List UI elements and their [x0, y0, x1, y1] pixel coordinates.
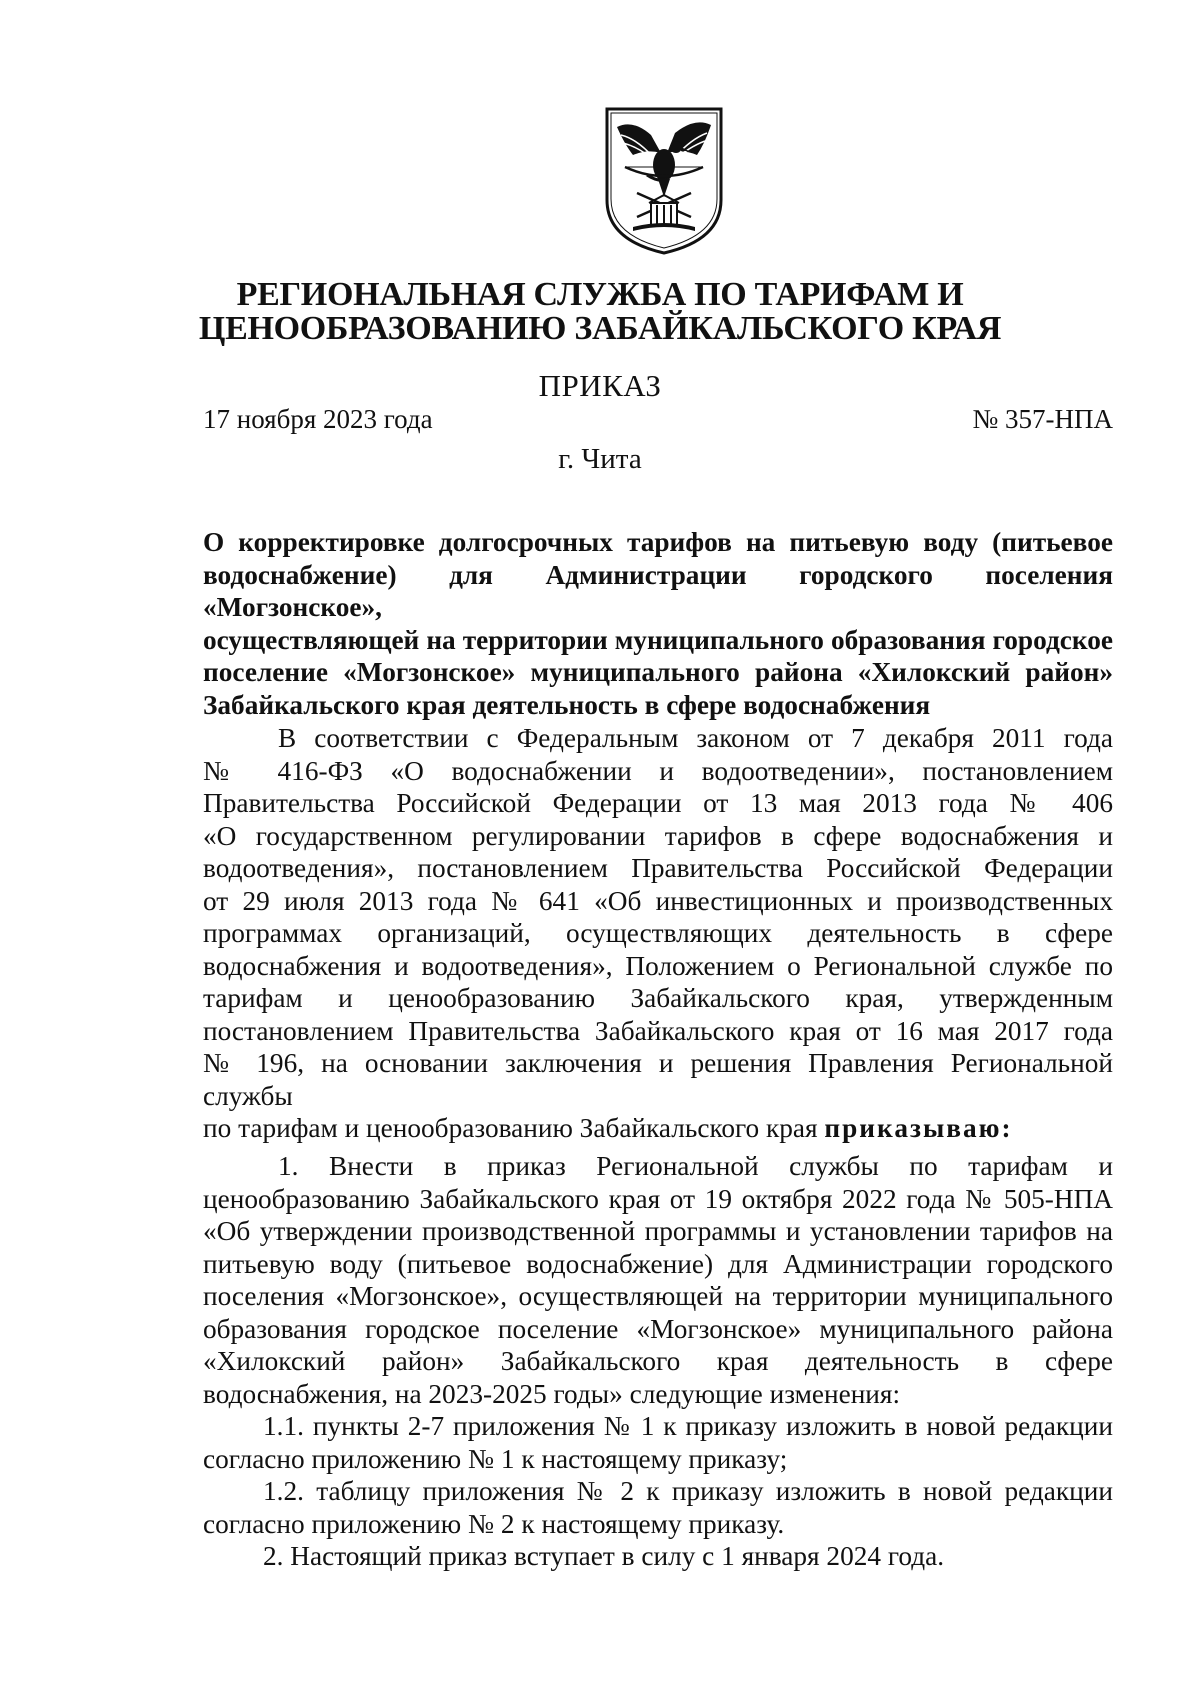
- preamble-line: программах организаций, осуществляющих деятельность в сфере: [203, 918, 1113, 948]
- item-1-2-line: 1.2. таблицу приложения № 2 к приказу изложить в новой редакции: [263, 1476, 1113, 1506]
- item-1-2: [203, 1475, 1113, 1540]
- item-1: [203, 1150, 1113, 1410]
- preamble-line: водоснабжения и водоотведения», Положением о Региональной службе по: [203, 950, 1113, 981]
- item-2: [203, 1540, 1113, 1573]
- title-line: Забайкальского края деятельность в сфере водоснабжения: [203, 689, 931, 720]
- title-line: О корректировке долгосрочных тарифов на питьевую воду (питьевое: [203, 527, 1113, 557]
- zabaykalsky-coat-of-arms-icon: [603, 105, 725, 257]
- preamble-line: Правительства Российской Федерации от 13 мая 2013 года № 406: [203, 788, 1113, 818]
- item-1-line: водоснабжения, на 2023-2025 годы» следующие изменения:: [203, 1378, 901, 1409]
- item-1-line: образования городское поселение «Могзонское» муниципального района: [203, 1313, 1113, 1344]
- item-2-line: 2. Настоящий приказ вступает в силу с 1 января 2024 года.: [263, 1541, 945, 1571]
- item-1-line: 1. Внести в приказ Региональной службы по тарифам и: [278, 1151, 1113, 1181]
- title-line: водоснабжение) для Администрации городского поселения «Могзонское»,: [203, 559, 1113, 622]
- document-title: [203, 526, 1113, 721]
- item-1-line: питьевую воду (питьевое водоснабжение) для Администрации городского: [203, 1248, 1113, 1279]
- document-type: ПРИКАЗ: [538, 368, 662, 403]
- document-date: 17 ноября 2023 года: [203, 404, 433, 434]
- preamble-line: водоотведения», постановлением Правительства Российской Федерации: [203, 853, 1113, 883]
- preamble-line: В соответствии с Федеральным законом от 7 декабря 2011 года: [278, 723, 1113, 753]
- item-1-1-line: 1.1. пункты 2-7 приложения № 1 к приказу изложить в новой редакции: [263, 1411, 1113, 1441]
- order-keyword: приказываю:: [824, 1113, 1013, 1143]
- document-city: г. Чита: [558, 443, 642, 475]
- title-line: осуществляющей на территории муниципального образования городское: [203, 624, 1113, 655]
- preamble-line: № 196, на основании заключения и решения Правления Региональной службы: [203, 1048, 1113, 1111]
- org-name-line-2: ЦЕНООБРАЗОВАНИЮ ЗАБАЙКАЛЬСКОГО КРАЯ: [198, 310, 1002, 347]
- item-1-line: ценообразованию Забайкальского края от 19 октября 2022 года № 505-НПА: [203, 1183, 1113, 1214]
- preamble-last-text: по тарифам и ценообразованию Забайкальского края: [203, 1113, 825, 1143]
- item-1-1: [203, 1410, 1113, 1475]
- item-1-line: «Об утверждении производственной программы и установлении тарифов на: [203, 1216, 1113, 1246]
- document-number: № 357-НПА: [972, 404, 1113, 434]
- org-name-line-1: РЕГИОНАЛЬНАЯ СЛУЖБА ПО ТАРИФАМ И: [236, 276, 964, 313]
- preamble-line: тарифам и ценообразованию Забайкальского края, утвержденным: [203, 983, 1113, 1013]
- item-1-line: поселения «Могзонское», осуществляющей на территории муниципального: [203, 1281, 1113, 1311]
- preamble-line: [203, 1112, 1113, 1145]
- item-1-line: «Хилокский район» Забайкальского края деятельность в сфере: [203, 1346, 1113, 1376]
- preamble-paragraph: [203, 722, 1113, 1145]
- preamble-line: «О государственном регулировании тарифов в сфере водоснабжения и: [203, 820, 1113, 851]
- preamble-line: № 416-ФЗ «О водоснабжении и водоотведении», постановлением: [203, 755, 1113, 786]
- title-line: поселение «Могзонское» муниципального района «Хилокский район»: [203, 657, 1113, 687]
- preamble-line: постановлением Правительства Забайкальского края от 16 мая 2017 года: [203, 1015, 1113, 1046]
- item-1-2-line: согласно приложению № 2 к настоящему приказу.: [203, 1508, 785, 1539]
- item-1-1-line: согласно приложению № 1 к настоящему приказу;: [203, 1443, 788, 1474]
- preamble-line: от 29 июля 2013 года № 641 «Об инвестиционных и производственных: [203, 885, 1113, 916]
